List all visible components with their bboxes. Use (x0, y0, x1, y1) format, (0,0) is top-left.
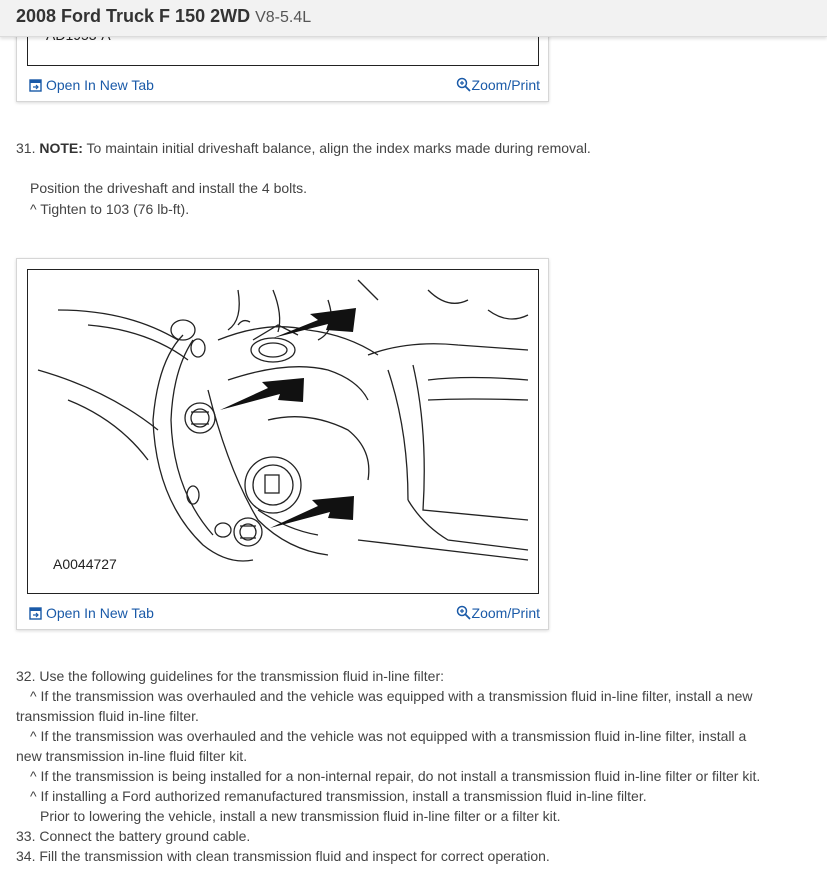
figure-2-label: A0044727 (53, 556, 117, 572)
open-in-new-tab-link-1[interactable] (29, 77, 154, 93)
new-tab-icon (29, 79, 42, 92)
step-31-line-2: ^ Tighten to 103 (76 lb-ft). (30, 201, 190, 217)
step-32-bullet-2b: new transmission in-line fluid filter kit. (16, 748, 248, 764)
page-title (16, 6, 311, 27)
step-31-line-1: Position the driveshaft and install the 4 bolts. (30, 180, 308, 196)
note-text: To maintain initial driveshaft balance, align the index marks made during removal. (82, 140, 591, 156)
step-33: 33. Connect the battery ground cable. (16, 828, 251, 844)
step-32-bullet-1a: ^ If the transmission was overhauled and the vehicle was equipped with a transmission fluid in-line filter, install a new (30, 688, 753, 704)
page-header (0, 0, 827, 37)
step-32-bullet-1b: transmission fluid in-line filter. (16, 708, 199, 724)
vehicle-title: 2008 Ford Truck F 150 2WD (16, 6, 251, 26)
step-31-note (16, 138, 591, 158)
zoom-label-1: Zoom/Print (471, 77, 540, 93)
step-32-bullet-4: ^ If installing a Ford authorized remanufactured transmission, install a transmission fluid in-line filter. (30, 788, 647, 804)
step-34: 34. Fill the transmission with clean transmission fluid and inspect for correct operation. (16, 848, 550, 864)
figure-1-links (17, 77, 548, 97)
zoom-print-link-2[interactable] (456, 605, 540, 621)
step-32-bullet-3: ^ If the transmission is being installed for a non-internal repair, do not install a transmission fluid in-line filter or filter kit. (30, 768, 761, 784)
step-32-intro: 32. Use the following guidelines for the transmission fluid in-line filter: (16, 668, 444, 684)
new-tab-icon (29, 607, 42, 620)
zoom-label-2: Zoom/Print (471, 605, 540, 621)
figure-2-image[interactable] (27, 269, 539, 594)
open-tab-label-1: Open In New Tab (46, 77, 154, 93)
open-in-new-tab-link-2[interactable] (29, 605, 154, 621)
open-tab-label-2: Open In New Tab (46, 605, 154, 621)
step-32-bullet-2a: ^ If the transmission was overhauled and the vehicle was not equipped with a transmission fluid in-line filter, install a (30, 728, 747, 744)
step-32-note: Prior to lowering the vehicle, install a new transmission fluid in-line filter or a filter kit. (40, 808, 561, 824)
driveshaft-diagram (28, 270, 535, 590)
zoom-print-link-1[interactable] (456, 77, 540, 93)
figure-2-links (17, 605, 548, 625)
note-label: NOTE: (39, 140, 83, 156)
step-31-number: 31. (16, 140, 36, 156)
zoom-icon (456, 77, 471, 92)
engine-spec: V8-5.4L (255, 9, 312, 26)
zoom-icon (456, 605, 471, 620)
figure-2-card (16, 258, 549, 630)
